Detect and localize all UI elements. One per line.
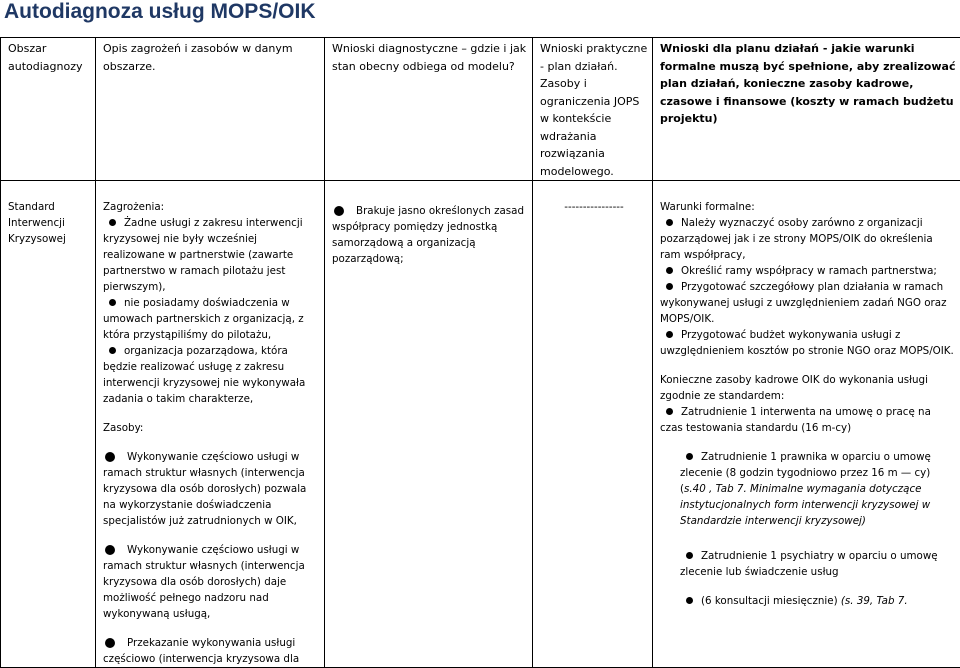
resources-label: Zasoby:	[103, 420, 320, 436]
header-diagnostic-conclusions: Wnioski diagnostyczne – gdzie i jak stan obecny odbiega od modelu?	[325, 38, 533, 181]
threats-resources-cell	[96, 181, 325, 668]
list-item: Wykonywanie częściowo usługi w ramach struktur własnych (interwencja kryzysowa dla osób dorosłych) daje możliwość pełnego nadzoru nad wykonywaną usługą,	[103, 542, 320, 622]
list-item: Przekazanie wykonywania usługi częściowo (interwencja kryzysowa dla	[103, 635, 320, 667]
threats-label: Zagrożenia:	[103, 199, 320, 215]
list-item: Przygotować szczegółowy plan działania w ramach wykonywanej usługi z uwzględnieniem zadań NGO oraz MOPS/OIK.	[660, 279, 956, 327]
header-row	[1, 38, 960, 181]
bullet-icon	[666, 219, 673, 226]
diagnostic-cell	[325, 181, 533, 668]
bullet-icon	[105, 638, 115, 648]
autodiagnosis-table	[0, 37, 960, 668]
list-item: (6 konsultacji miesięcznie) (s. 39, Tab 7.	[660, 593, 956, 609]
area-text: Standard Interwencji Kryzysowej	[8, 201, 66, 245]
list-item: Zatrudnienie 1 interwenta na umowę o pracę na czas testowania standardu (16 m-cy)	[660, 404, 956, 436]
header-area: Obszar autodiagnozy	[1, 38, 96, 181]
header-practical-conclusions: Wnioski praktyczne - plan działań. Zasoby i ograniczenia JOPS w kontekście wdrażania rozwiązania modelowego.	[533, 38, 653, 181]
table-row	[1, 181, 960, 668]
empty-dash: ----------------	[540, 199, 648, 215]
header-description: Opis zagrożeń i zasobów w danym obszarze.	[96, 38, 325, 181]
list-item: nie posiadamy doświadczenia w umowach partnerskich z organizacją, z która przystąpiliśmy do pilotażu,	[103, 295, 320, 343]
staff-label: Konieczne zasoby kadrowe OIK do wykonania usługi zgodnie ze standardem:	[660, 372, 956, 404]
bullet-icon	[666, 283, 673, 290]
practical-cell	[533, 181, 653, 668]
list-item: Wykonywanie częściowo usługi w ramach struktur własnych (interwencja kryzysowa dla osób dorosłych) pozwala na wykorzystanie doświadczenia specjalistów już zatrudnionych w OIK,	[103, 449, 320, 529]
header-action-plan-conclusions: Wnioski dla planu działań - jakie warunki formalne muszą być spełnione, aby zrealizować plan działań, konieczne zasoby kadrowe, czasowe i finansowe (koszty w ramach budżetu projektu)	[653, 38, 960, 181]
page-title: Autodiagnoza usług MOPS/OIK	[4, 0, 316, 24]
bullet-icon	[109, 347, 116, 354]
bullet-icon	[666, 267, 673, 274]
bullet-icon	[109, 219, 116, 226]
list-item: organizacja pozarządowa, która będzie realizować usługę z zakresu interwencji kryzysowej nie wykonywała zadania o takim charakterze,	[103, 343, 320, 407]
bullet-icon	[686, 453, 693, 460]
bullet-icon	[686, 597, 693, 604]
list-item: Określić ramy współpracy w ramach partnerstwa;	[660, 263, 956, 279]
bullet-icon	[105, 452, 115, 462]
list-item: Brakuje jasno określonych zasad współpracy pomiędzy jednostką samorządową a organizacją pozarządową;	[332, 203, 528, 267]
bullet-icon	[109, 299, 116, 306]
list-item: Przygotować budżet wykonywania usługi z uwzględnieniem kosztów po stronie NGO oraz MOPS/OIK.	[660, 327, 956, 359]
list-item: Zatrudnienie 1 psychiatry w oparciu o umowę zlecenie lub świadczenie usług	[660, 548, 956, 580]
list-item: Należy wyznaczyć osoby zarówno z organizacji pozarządowej jak i ze strony MOPS/OIK do określenia ram współpracy,	[660, 215, 956, 263]
bullet-icon	[334, 206, 344, 216]
list-item: Zatrudnienie 1 prawnika w oparciu o umowę zlecenie (8 godzin tygodniowo przez 16 m — cy) (s.40 , Tab 7. Minimalne wymagania dotyczące instytucjonalnych form interwencji kryzysowej w Standardzie interwencji kryzysowej)	[660, 449, 956, 529]
bullet-icon	[666, 408, 673, 415]
list-item: Żadne usługi z zakresu interwencji kryzysowej nie były wcześniej realizowane w partnerstwie (zawarte partnerstwo w ramach pilotażu jest pierwszym),	[103, 215, 320, 295]
bullet-icon	[686, 552, 693, 559]
bullet-icon	[105, 545, 115, 555]
bullet-icon	[666, 331, 673, 338]
action-plan-cell	[653, 181, 960, 668]
area-cell	[1, 181, 96, 668]
formal-label: Warunki formalne:	[660, 199, 956, 215]
